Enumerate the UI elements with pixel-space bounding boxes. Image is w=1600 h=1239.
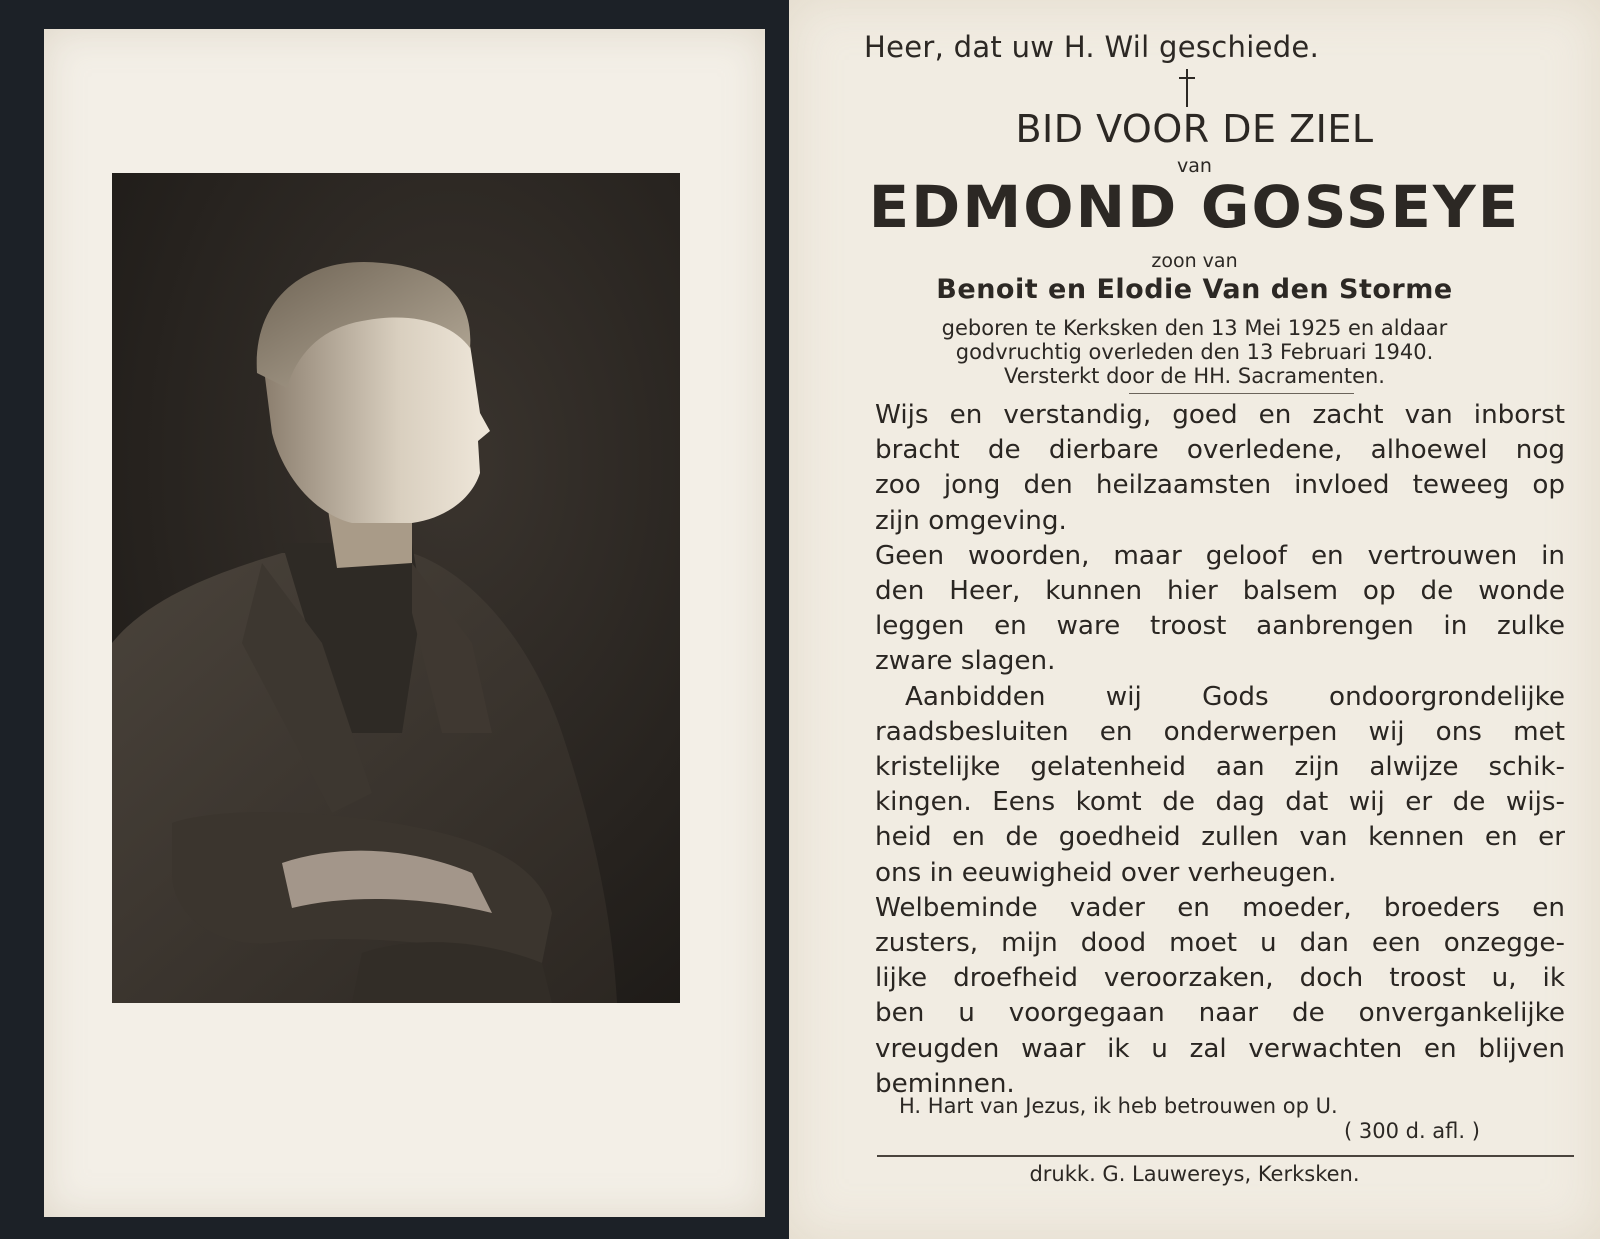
printer-credit: drukk. G. Lauwereys, Kerksken. <box>1029 1162 1360 1186</box>
body-line: zusters, mijn dood moet u dan een onzegge- <box>875 928 1565 959</box>
body-line: raadsbesluiten en onderwerpen wij ons met <box>875 716 1565 747</box>
zoon-van-label: zoon van <box>1151 250 1238 272</box>
body-line: Wijs en verstandig, goed en zacht van inborst <box>875 400 1565 430</box>
photo-card <box>0 0 789 1239</box>
body-line: zijn omgeving. <box>875 505 1067 536</box>
photo-card-paper <box>44 29 765 1217</box>
portrait-photo <box>112 173 680 1003</box>
indulgence-note: ( 300 d. afl. ) <box>1344 1119 1480 1143</box>
body-line: vreugden waar ik u zal verwachten en blijven <box>875 1033 1565 1064</box>
parents-names: Benoit en Elodie Van den Storme <box>936 274 1453 305</box>
heading-bid-voor-de-ziel: BID VOOR DE ZIEL <box>1015 107 1374 151</box>
motto: Heer, dat uw H. Wil geschiede. <box>864 30 1320 64</box>
body-line: kingen. Eens komt de dag dat wij er de wijs- <box>875 787 1565 818</box>
memorial-text-card <box>789 0 1600 1239</box>
death-line: godvruchtig overleden den 13 Februari 1940. <box>955 340 1434 364</box>
body-line: den Heer, kunnen hier balsem op de wonde <box>875 576 1565 607</box>
body-line: Aanbidden wij Gods ondoorgrondelijke <box>905 681 1565 712</box>
sacraments-line: Versterkt door de HH. Sacramenten. <box>1004 364 1385 388</box>
body-line: zware slagen. <box>875 646 1056 677</box>
body-line: ben u voorgegaan naar de onvergankelijke <box>875 998 1565 1029</box>
body-line: bracht de dierbare overledene, alhoewel nog <box>875 435 1565 466</box>
closing-prayer: H. Hart van Jezus, ik heb betrouwen op U. <box>899 1094 1338 1118</box>
body-line: kristelijke gelatenheid aan zijn alwijze schik- <box>875 752 1565 783</box>
deceased-name: EDMOND GOSSEYE <box>868 173 1521 241</box>
separator-long <box>877 1155 1574 1157</box>
memorial-body-text <box>875 398 1565 1102</box>
van-label: van <box>1177 155 1212 177</box>
body-line: zoo jong den heilzaamsten invloed teweeg op <box>875 470 1565 501</box>
body-line: Welbeminde vader en moeder, broeders en <box>875 892 1565 923</box>
cross-icon <box>1175 68 1199 108</box>
birth-line: geboren te Kerksken den 13 Mei 1925 en aldaar <box>941 316 1448 340</box>
body-line: Geen woorden, maar geloof en vertrouwen in <box>875 540 1565 571</box>
body-line: leggen en ware troost aanbrengen in zulke <box>875 611 1565 642</box>
body-line: lijke droefheid veroorzaken, doch troost u, ik <box>875 963 1565 994</box>
body-line: heid en de goedheid zullen van kennen en er <box>875 822 1565 853</box>
portrait-photo-image <box>112 173 680 1003</box>
body-line: beminnen. <box>875 1068 1015 1099</box>
body-line: ons in eeuwigheid over verheugen. <box>875 857 1337 888</box>
separator-short <box>1129 393 1354 394</box>
